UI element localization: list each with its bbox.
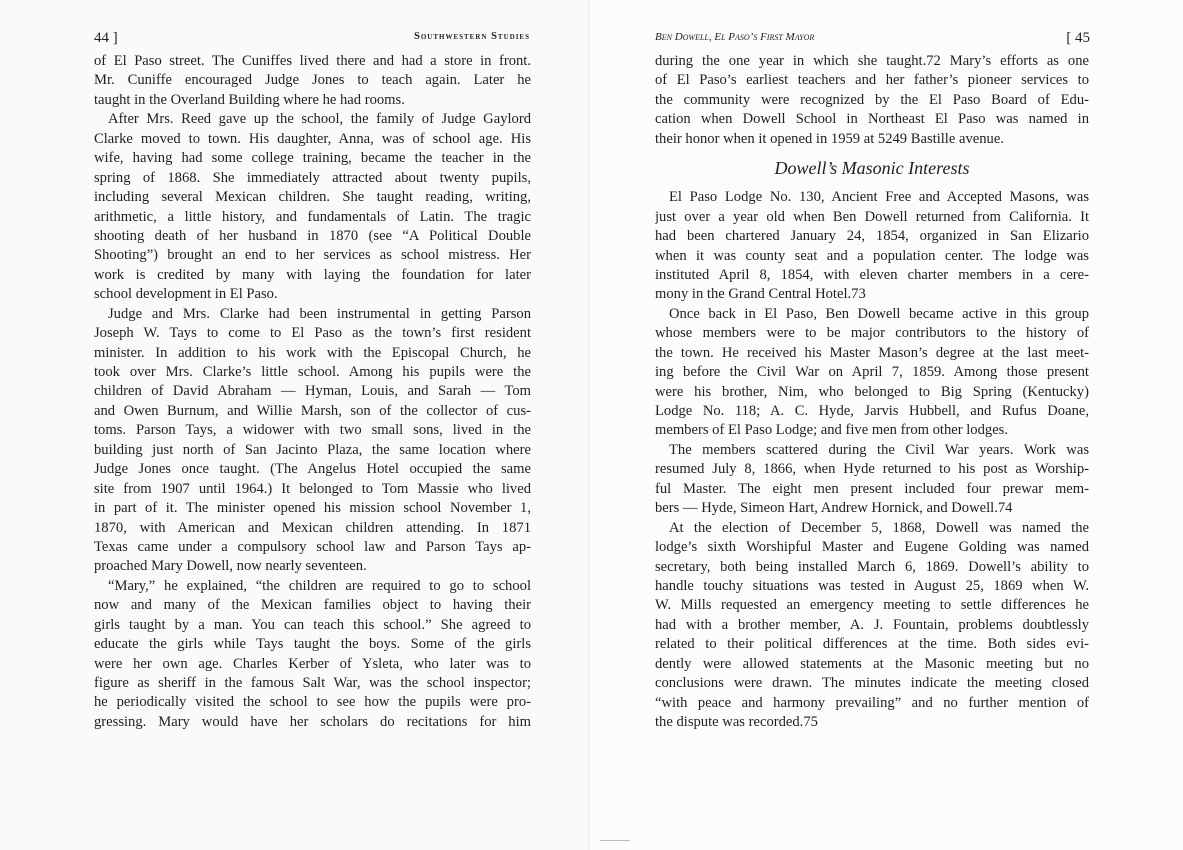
paragraph <box>94 305 531 577</box>
text-line: ing before the Civil War on April 7, 1859. Among those present <box>655 364 1089 381</box>
text-line: during the one year in which she taught.72 Mary’s efforts as one <box>655 53 1089 69</box>
paragraph <box>655 519 1089 733</box>
text-line: resumed July 8, 1866, when Hyde returned to his post as Worship- <box>655 461 1089 478</box>
text-line: mony in the Grand Central Hotel.73 <box>655 286 866 303</box>
text-line: figure as sheriff in the famous Salt War, was the school inspector; <box>94 675 531 691</box>
text-line: were her own age. Charles Kerber of Ysleta, who later was to <box>94 655 531 672</box>
paragraph <box>94 52 531 110</box>
text-line: conclusions were drawn. The minutes indicate the meeting closed <box>655 675 1089 692</box>
text-line: the town. He received his Master Mason’s degree at the last meet- <box>655 344 1089 361</box>
text-line: in part of it. The minister opened his mission school November 1, <box>94 500 531 517</box>
text-line: their honor when it opened in 1959 at 5249 Bastille avenue. <box>655 130 1004 147</box>
left-page-header <box>94 30 530 50</box>
text-line: secretary, both being installed March 6, 1869. Dowell’s ability to <box>655 558 1089 575</box>
text-line: when it was county seat and a population center. The lodge was <box>655 247 1089 264</box>
text-line: had with a brother member, A. J. Fountain, problems doubtlessly <box>655 616 1089 633</box>
text-line: Once back in El Paso, Ben Dowell became active in this group <box>669 305 1089 322</box>
left-running-head: Southwestern Studies <box>414 31 530 42</box>
text-line: educate the girls while Tays taught the boys. Some of the girls <box>94 636 531 653</box>
text-line: the community were recognized by the El Paso Board of Edu- <box>655 91 1089 108</box>
paragraph <box>655 441 1089 519</box>
text-line: Judge Jones once taught. (The Angelus Hotel occupied the same <box>94 461 531 478</box>
text-line: Shooting”) brought an end to her services as school mistress. Her <box>94 247 531 264</box>
text-line: arithmetic, a little history, and fundamentals of Latin. The tragic <box>94 208 531 225</box>
text-line: took over Mrs. Clarke’s little school. Among his pupils were the <box>94 364 531 380</box>
text-line: Lodge No. 118; A. C. Hyde, Jarvis Hubbell, and Rufus Doane, <box>655 403 1089 419</box>
paragraph <box>94 110 531 304</box>
text-line: wife, having had some college training, became the teacher in the <box>94 150 531 167</box>
left-page <box>0 0 590 850</box>
text-line: After Mrs. Reed gave up the school, the family of Judge Gaylord <box>108 111 531 128</box>
text-line: Mr. Cuniffe encouraged Judge Jones to teach again. Later he <box>94 72 531 89</box>
text-line: bers — Hyde, Simeon Hart, Andrew Hornick, and Dowell.74 <box>655 500 1013 517</box>
text-line: minister. In addition to his work with the Episcopal Church, he <box>94 344 531 361</box>
right-page-number: [ 45 <box>1066 30 1090 46</box>
paragraph <box>655 52 1089 149</box>
text-line: of El Paso’s earliest teachers and her father’s pioneer services to <box>655 72 1089 89</box>
text-line: “with peace and harmony prevailing” and no further mention of <box>655 694 1089 711</box>
text-line: El Paso Lodge No. 130, Ancient Free and Accepted Masons, was <box>669 189 1089 206</box>
right-page-header <box>655 30 1090 50</box>
text-line: At the election of December 5, 1868, Dowell was named the <box>669 519 1089 536</box>
text-line: work is credited by many with laying the foundation for later <box>94 266 531 283</box>
left-page-body <box>94 52 531 732</box>
text-line: just over a year old when Ben Dowell returned from California. It <box>655 208 1089 225</box>
text-line: gressing. Mary would have her scholars do recitations for him <box>94 713 531 730</box>
text-line: Judge and Mrs. Clarke had been instrumental in getting Parson <box>108 305 531 322</box>
text-line: Joseph W. Tays to come to El Paso as the town’s first resident <box>94 325 531 342</box>
text-line: including several Mexican children. She taught reading, writing, <box>94 189 531 206</box>
text-line: The members scattered during the Civil War years. Work was <box>669 441 1089 458</box>
text-line: cation when Dowell School in Northeast El Paso was named in <box>655 111 1089 128</box>
text-line: proached Mary Dowell, now nearly seventeen. <box>94 558 367 575</box>
text-line: ful Master. The eight men present included four prewar mem- <box>655 480 1089 497</box>
text-line: members of El Paso Lodge; and five men from other lodges. <box>655 422 1009 439</box>
text-line: the dispute was recorded.75 <box>655 714 818 730</box>
text-line: W. Mills requested an emergency meeting to settle differences he <box>655 597 1089 614</box>
paragraph <box>94 577 531 733</box>
right-page <box>590 0 1183 850</box>
text-line: building just north of San Jacinto Plaza, the same location where <box>94 441 531 458</box>
text-line: “Mary,” he explained, “the children are required to go to school <box>108 577 531 594</box>
text-line: handle touchy situations was tested in August 25, 1869 when W. <box>655 577 1089 594</box>
text-line: whose members were to be major contributors to the history of <box>655 325 1089 342</box>
text-line: toms. Parson Tays, a widower with two small sons, lived in the <box>94 422 531 439</box>
text-line: related to their political differences at the time. Both sides evi- <box>655 636 1089 653</box>
text-line: school development in El Paso. <box>94 286 278 303</box>
text-line: instituted April 8, 1854, with eleven charter members in a cere- <box>655 266 1089 283</box>
text-line: spring of 1868. She immediately attracted about twenty pupils, <box>94 169 531 186</box>
right-running-head: Ben Dowell, El Paso’s First Mayor <box>655 31 815 43</box>
text-line: Texas came under a compulsory school law and Parson Tays ap- <box>94 538 531 555</box>
text-line: site from 1907 until 1964.) It belonged to Tom Massie who lived <box>94 480 531 497</box>
text-line: dently were allowed statements at the Masonic meeting but no <box>655 655 1089 672</box>
text-line: were his brother, Nim, who belonged to Big Spring (Kentucky) <box>655 383 1089 400</box>
text-line: had been chartered January 24, 1854, organized in San Elizario <box>655 228 1089 245</box>
text-line: shooting death of her husband in 1870 (see “A Political Double <box>94 227 531 244</box>
left-page-number: 44 ] <box>94 30 118 46</box>
paragraph <box>655 188 1089 305</box>
paragraph <box>655 305 1089 441</box>
text-line: lodge’s sixth Worshipful Master and Eugene Golding was named <box>655 539 1089 556</box>
text-line: of El Paso street. The Cuniffes lived there and had a store in front. <box>94 53 531 69</box>
text-line: he periodically visited the school to see how the pupils were pro- <box>94 694 531 711</box>
text-line: 1870, with American and Mexican children attending. In 1871 <box>94 519 531 536</box>
scan-mark <box>600 840 630 841</box>
text-line: and Owen Burnum, and Willie Marsh, son of the collector of cus- <box>94 402 531 419</box>
text-line: children of David Abraham — Hyman, Louis, and Sarah — Tom <box>94 383 531 400</box>
text-line: girls taught by a man. You can teach this school.” She agreed to <box>94 616 531 633</box>
text-line: Clarke moved to town. His daughter, Anna, was of school age. His <box>94 130 531 147</box>
section-heading: Dowell’s Masonic Interests <box>774 158 970 179</box>
text-line: now and many of the Mexican families object to having their <box>94 597 531 614</box>
right-page-body <box>655 52 1089 732</box>
text-line: taught in the Overland Building where he had rooms. <box>94 91 405 108</box>
